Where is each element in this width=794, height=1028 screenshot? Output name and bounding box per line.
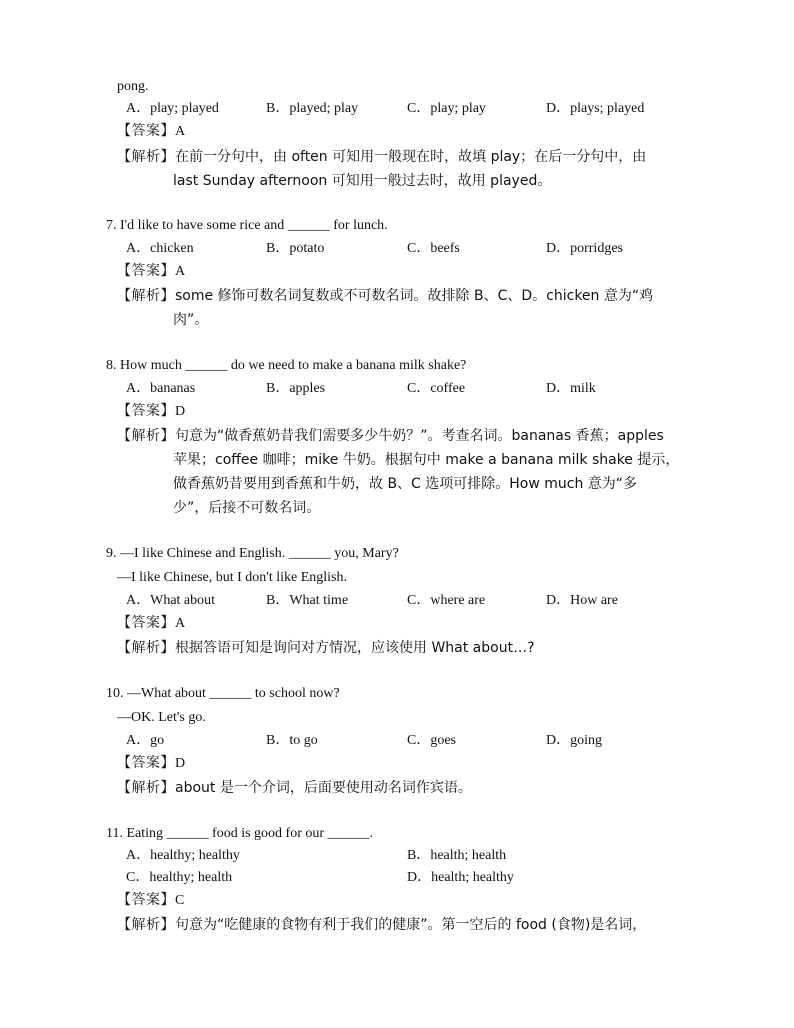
answer-tag: 【答案】 (117, 263, 175, 279)
q10-option-a: A．go (126, 733, 165, 748)
q8-explain-line-2: 苹果；coffee 咖啡；mike 牛奶。根据句中 make a banana milk shake 提示， (173, 452, 680, 468)
q6-stem-tail: pong. (117, 79, 149, 94)
q6-answer (117, 121, 185, 142)
q7-option-d: D．porridges (546, 241, 623, 256)
q7-option-a: A．chicken (126, 241, 194, 256)
explain-tag: 【解析】 (117, 149, 175, 165)
q11-option-d: D．health; healthy (407, 870, 514, 885)
q8-option-b: B．apples (266, 381, 326, 396)
q8-explain-line-4: 少”，后接不可数名词。 (173, 500, 321, 516)
q7-answer (117, 261, 185, 282)
q9-option-d: D．How are (546, 593, 618, 608)
q9-option-a: A．What about (126, 593, 216, 608)
answer-tag: 【答案】 (117, 403, 175, 419)
explain-line: about 是一个介词，后面要使用动名词作宾语。 (175, 780, 472, 796)
q8-option-d: D．milk (546, 381, 596, 396)
q10-stem-reply: —OK. Let's go. (117, 710, 206, 725)
q8-answer (117, 401, 185, 422)
q6-option-a: A．play; played (126, 101, 219, 116)
q6-explain-line-2: last Sunday afternoon 可知用一般过去时，故用 played。 (173, 173, 552, 189)
q6-explain (117, 147, 646, 168)
q6-option-d: D．plays; played (546, 101, 645, 116)
q10-answer (117, 753, 185, 774)
q9-stem-reply: —I like Chinese, but I don't like English. (117, 570, 347, 585)
answer-tag: 【答案】 (117, 615, 175, 631)
explain-tag: 【解析】 (117, 640, 175, 656)
explain-tag: 【解析】 (117, 917, 175, 933)
answer-letter: D (175, 404, 186, 419)
q9-explain (117, 638, 535, 659)
q9-option-c: C．where are (407, 593, 486, 608)
q10-option-d: D．going (546, 733, 602, 748)
answer-letter: A (175, 124, 186, 139)
q8-explain (117, 426, 664, 447)
q9-answer (117, 613, 185, 634)
answer-letter: A (175, 264, 186, 279)
q11-option-c: C．healthy; health (126, 870, 233, 885)
q10-option-c: C．goes (407, 733, 456, 748)
explain-line: 在前一分句中，由 often 可知用一般现在时，故填 play；在后一分句中，由 (175, 149, 647, 165)
explain-line: 根据答语可知是询问对方情况，应该使用 What about…? (175, 640, 535, 656)
q6-option-c: C．play; play (407, 101, 486, 116)
q8-stem: 8. How much ______ do we need to make a banana milk shake? (106, 358, 467, 373)
answer-tag: 【答案】 (117, 892, 175, 908)
answer-tag: 【答案】 (117, 123, 175, 139)
explain-line: some 修饰可数名词复数或不可数名词。故排除 B、C、D。chicken 意为“鸡 (175, 288, 654, 304)
answer-letter: A (175, 616, 186, 631)
q11-explain (117, 915, 646, 936)
q7-explain-line-2: 肉”。 (173, 312, 209, 328)
explain-tag: 【解析】 (117, 780, 175, 796)
explain-line: 句意为“做香蕉奶昔我们需要多少牛奶？”。考查名词。bananas 香蕉；apples (175, 428, 664, 444)
q11-answer (117, 890, 184, 911)
answer-tag: 【答案】 (117, 755, 175, 771)
q11-option-a: A．healthy; healthy (126, 848, 240, 863)
q11-stem: 11. Eating ______ food is good for our ______. (106, 826, 374, 841)
q7-option-b: B．potato (266, 241, 325, 256)
explain-line: 句意为“吃健康的食物有利于我们的健康”。第一空后的 food (食物)是名词， (175, 917, 647, 933)
q10-explain (117, 778, 472, 799)
answer-letter: D (175, 756, 186, 771)
explain-tag: 【解析】 (117, 288, 175, 304)
q9-option-b: B．What time (266, 593, 349, 608)
q10-stem: 10. —What about ______ to school now? (106, 686, 340, 701)
q6-option-b: B．played; play (266, 101, 359, 116)
q10-option-b: B．to go (266, 733, 318, 748)
q8-option-c: C．coffee (407, 381, 466, 396)
q7-option-c: C．beefs (407, 241, 460, 256)
explain-tag: 【解析】 (117, 428, 175, 444)
q9-stem: 9. —I like Chinese and English. ______ you, Mary? (106, 546, 399, 561)
q7-stem: 7. I'd like to have some rice and ______ for lunch. (106, 218, 388, 233)
q7-explain (117, 286, 653, 307)
q8-explain-line-3: 做香蕉奶昔要用到香蕉和牛奶，故 B、C 选项可排除。How much 意为“多 (173, 476, 638, 492)
q8-option-a: A．bananas (126, 381, 196, 396)
q11-option-b: B．health; health (407, 848, 507, 863)
answer-letter: C (175, 893, 185, 908)
